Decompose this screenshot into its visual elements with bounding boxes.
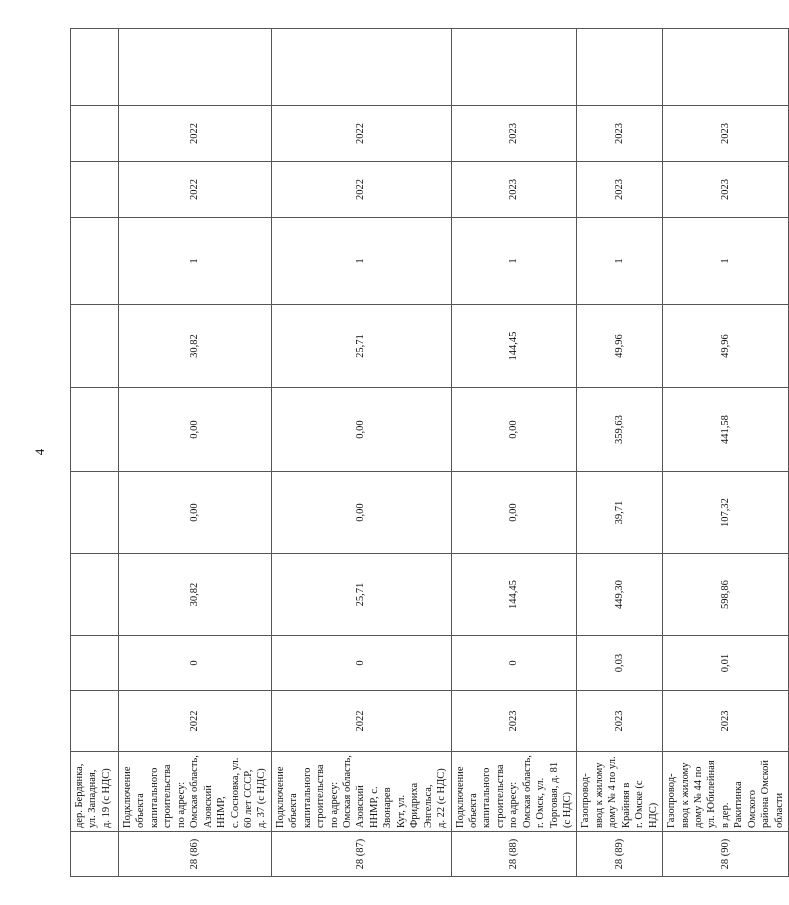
cell-value: 0 <box>271 636 451 691</box>
cell-year: 2023 <box>577 106 663 162</box>
cell-value: 0,00 <box>119 472 272 554</box>
desc-line: г. Омске (с НДС) <box>634 780 659 828</box>
cell-value: 39,71 <box>577 472 663 554</box>
cell-year: 2023 <box>663 106 789 162</box>
cell-value: 49,96 <box>663 305 789 388</box>
cell-year: 2023 <box>451 106 577 162</box>
desc-line: д. 37 (с НДС) <box>256 768 268 828</box>
desc-line: Подключение объекта <box>122 766 147 828</box>
cell-value: 598,86 <box>663 554 789 636</box>
cell-year: 2023 <box>663 162 789 218</box>
desc-line: Газопровод-ввод к жилому <box>666 762 691 828</box>
cell-value <box>577 29 663 106</box>
cell-value <box>451 29 577 106</box>
table-row <box>663 29 789 877</box>
row-description <box>271 752 451 832</box>
cell-value: 107,32 <box>663 472 789 554</box>
row-description <box>71 752 119 832</box>
table-row <box>71 29 119 877</box>
row-number: 28 (86) <box>119 832 272 877</box>
table-row <box>577 29 663 877</box>
cell-value: 0,00 <box>271 388 451 472</box>
desc-line: дер. Бердянка, ул. Западная, <box>74 763 99 828</box>
desc-line: Азовский ННМР, <box>202 785 228 828</box>
cell-value: 0,01 <box>663 636 789 691</box>
cell-value <box>71 554 119 636</box>
cell-year: 2023 <box>451 162 577 218</box>
page-number: 4 <box>32 448 47 456</box>
desc-line: с. Сосновка, ул. 60 лет СССР, <box>229 757 254 828</box>
cell-year <box>71 162 119 218</box>
desc-line: Подключение объекта <box>454 766 479 828</box>
desc-line: Кут, ул. Фридриха Энгельса, <box>395 782 434 828</box>
cell-value: 359,63 <box>577 388 663 472</box>
desc-line: в дер. Ракитинка Омского <box>719 781 758 828</box>
row-number: 28 (89) <box>577 832 663 877</box>
table-row <box>271 29 451 877</box>
cell-value: 0,00 <box>451 388 577 472</box>
cell-value: 1 <box>271 218 451 305</box>
projects-table <box>70 28 789 877</box>
cell-value: 144,45 <box>451 554 577 636</box>
cell-year <box>71 691 119 752</box>
cell-value: 0 <box>451 636 577 691</box>
cell-value <box>271 29 451 106</box>
row-description <box>119 752 272 832</box>
cell-year: 2022 <box>119 691 272 752</box>
desc-line: капитального строительства <box>301 764 327 828</box>
cell-year: 2022 <box>271 691 451 752</box>
cell-year: 2023 <box>577 162 663 218</box>
desc-line: района Омской области <box>760 759 785 828</box>
desc-line: капитального строительства <box>148 764 174 828</box>
desc-line: дому № 4 по ул. Крайняя в <box>607 756 632 828</box>
cell-year: 2022 <box>271 106 451 162</box>
cell-value: 1 <box>577 218 663 305</box>
cell-value: 144,45 <box>451 305 577 388</box>
cell-value <box>119 29 272 106</box>
desc-line: Газопровод-ввод к жилому <box>580 762 605 828</box>
cell-year: 2023 <box>663 691 789 752</box>
row-number <box>71 832 119 877</box>
desc-line: Подключение объекта <box>274 766 300 828</box>
cell-value <box>663 29 789 106</box>
cell-year: 2023 <box>451 691 577 752</box>
table-row <box>451 29 577 877</box>
cell-year: 2022 <box>119 162 272 218</box>
row-description <box>663 752 789 832</box>
desc-line: Азовский ННМР, с. Звонарев <box>355 785 394 828</box>
row-number: 28 (88) <box>451 832 577 877</box>
cell-value: 25,71 <box>271 554 451 636</box>
cell-value: 30,82 <box>119 305 272 388</box>
cell-value: 0 <box>119 636 272 691</box>
row-description <box>577 752 663 832</box>
cell-value: 30,82 <box>119 554 272 636</box>
cell-value: 0,00 <box>119 388 272 472</box>
cell-year: 2022 <box>119 106 272 162</box>
desc-line: дому № 44 по ул. Юбилейная <box>692 760 718 828</box>
cell-year <box>71 106 119 162</box>
row-number: 28 (90) <box>663 832 789 877</box>
desc-line: (с НДС) <box>562 791 573 828</box>
table-row <box>119 29 272 877</box>
cell-value: 49,96 <box>577 305 663 388</box>
cell-value: 0,03 <box>577 636 663 691</box>
cell-value: 0,00 <box>451 472 577 554</box>
desc-line: по адресу: Омская область, <box>175 755 201 828</box>
cell-value: 25,71 <box>271 305 451 388</box>
cell-value <box>71 636 119 691</box>
cell-value: 0,00 <box>271 472 451 554</box>
cell-value <box>71 305 119 388</box>
cell-value: 1 <box>451 218 577 305</box>
cell-value <box>71 388 119 472</box>
desc-line: по адресу: Омская область, <box>328 755 353 828</box>
cell-year: 2022 <box>271 162 451 218</box>
desc-line: по адресу: Омская область, <box>508 755 533 828</box>
cell-value <box>71 218 119 305</box>
cell-value <box>71 29 119 106</box>
cell-value <box>71 472 119 554</box>
cell-value: 449,30 <box>577 554 663 636</box>
cell-value: 441,58 <box>663 388 789 472</box>
cell-value: 1 <box>119 218 272 305</box>
cell-year: 2023 <box>577 691 663 752</box>
desc-line: д. 22 (с НДС) <box>436 768 448 828</box>
table-container <box>70 29 785 877</box>
desc-line: г. Омск, ул. Торговая, д. 81 <box>535 761 560 828</box>
desc-line: д. 19 (с НДС) <box>100 768 112 828</box>
desc-line: капитального строительства <box>481 764 506 828</box>
cell-value: 1 <box>663 218 789 305</box>
row-description <box>451 752 577 832</box>
row-number: 28 (87) <box>271 832 451 877</box>
